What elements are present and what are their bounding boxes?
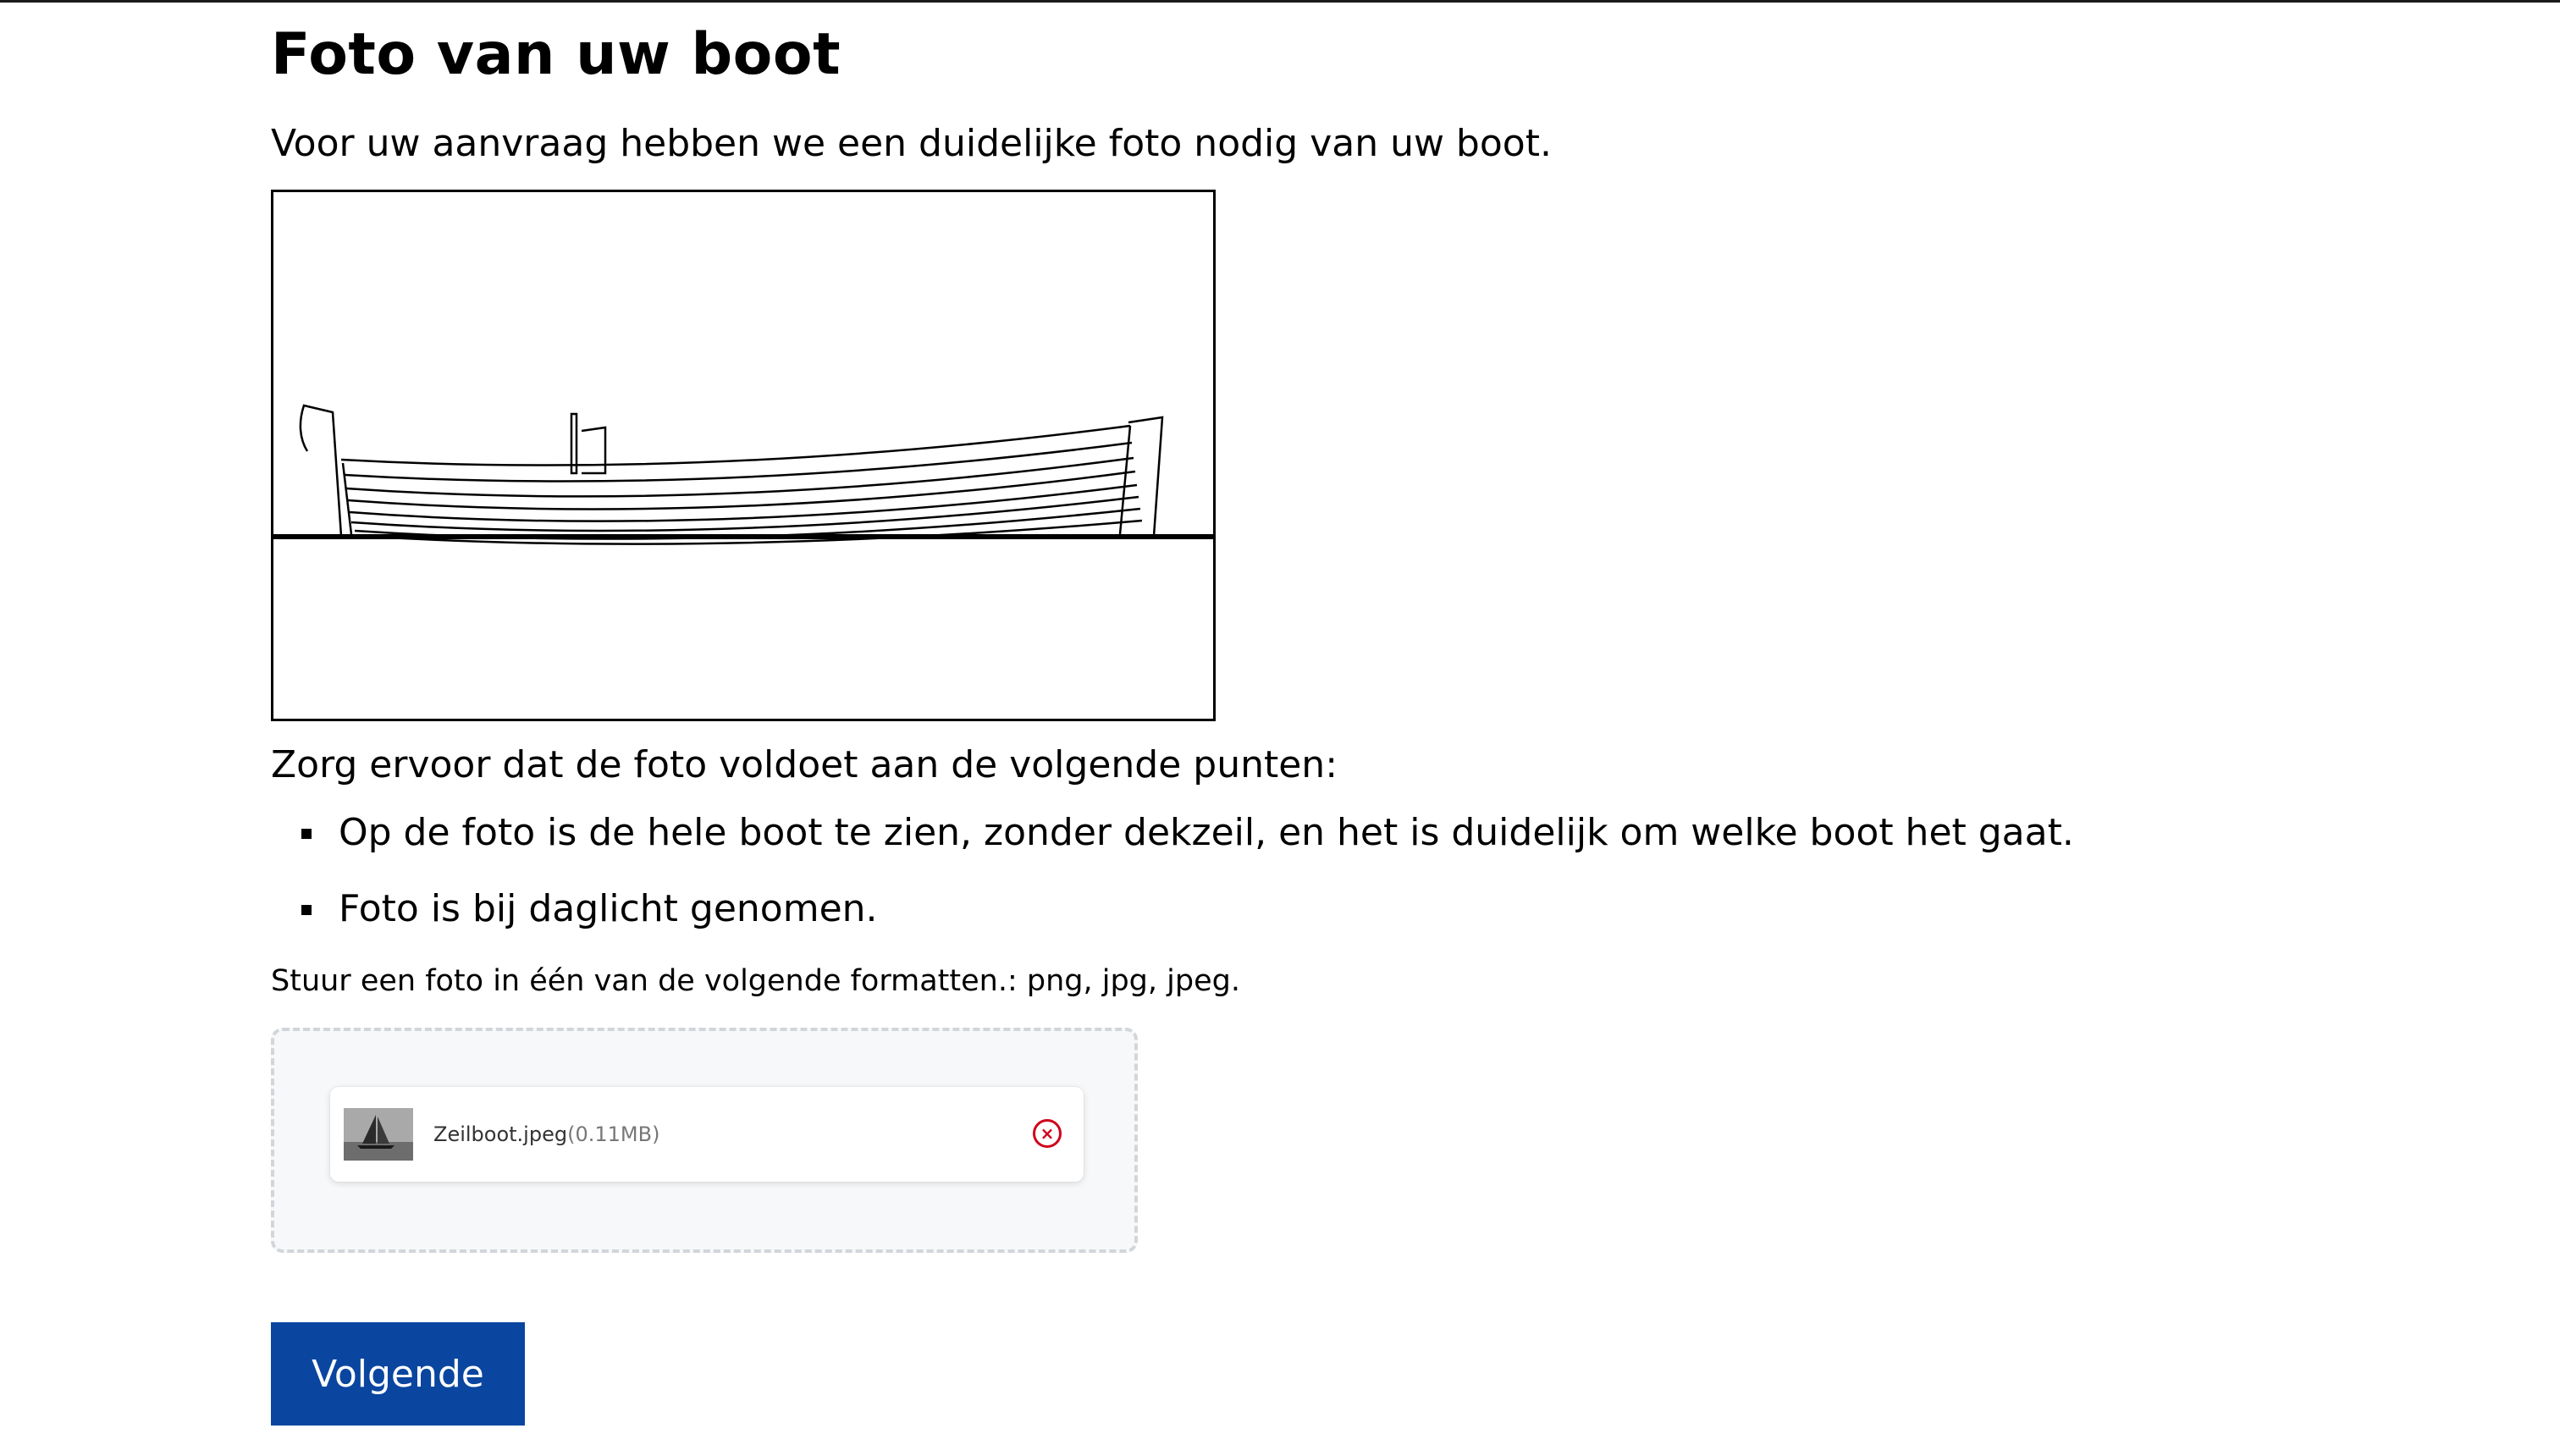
- bullet-icon: [301, 829, 312, 839]
- main-content: [271, 17, 2387, 1396]
- list-item: [271, 808, 2387, 858]
- requirements-title: Zorg ervoor dat de foto voldoet aan de volgende punten:: [271, 743, 1338, 786]
- bullet-icon: [301, 905, 312, 915]
- file-size: (0.11MB): [567, 1122, 660, 1146]
- close-circle-icon[interactable]: ×: [1033, 1119, 1062, 1148]
- requirement-text: Foto is bij daglicht genomen.: [339, 887, 878, 930]
- requirements-list: [271, 808, 2387, 935]
- allowed-formats-text: Stuur een foto in één van de volgende formatten.: png, jpg, jpeg.: [271, 964, 1240, 998]
- top-divider: [0, 0, 2560, 3]
- sailboat-thumbnail-icon: [344, 1108, 413, 1161]
- uploaded-file-card: [330, 1087, 1084, 1182]
- boat-example-illustration: [271, 190, 1216, 721]
- list-item: [271, 884, 2387, 935]
- file-name: Zeilboot.jpeg: [433, 1122, 568, 1146]
- intro-text: Voor uw aanvraag hebben we een duidelijke foto nodig van uw boot.: [271, 122, 1552, 165]
- next-button[interactable]: Volgende: [271, 1322, 525, 1426]
- page-title: Foto van uw boot: [271, 21, 841, 88]
- file-upload-dropzone[interactable]: [271, 1028, 1138, 1253]
- requirement-text: Op de foto is de hele boot te zien, zonder dekzeil, en het is duidelijk om welke boot het gaat.: [339, 811, 2074, 854]
